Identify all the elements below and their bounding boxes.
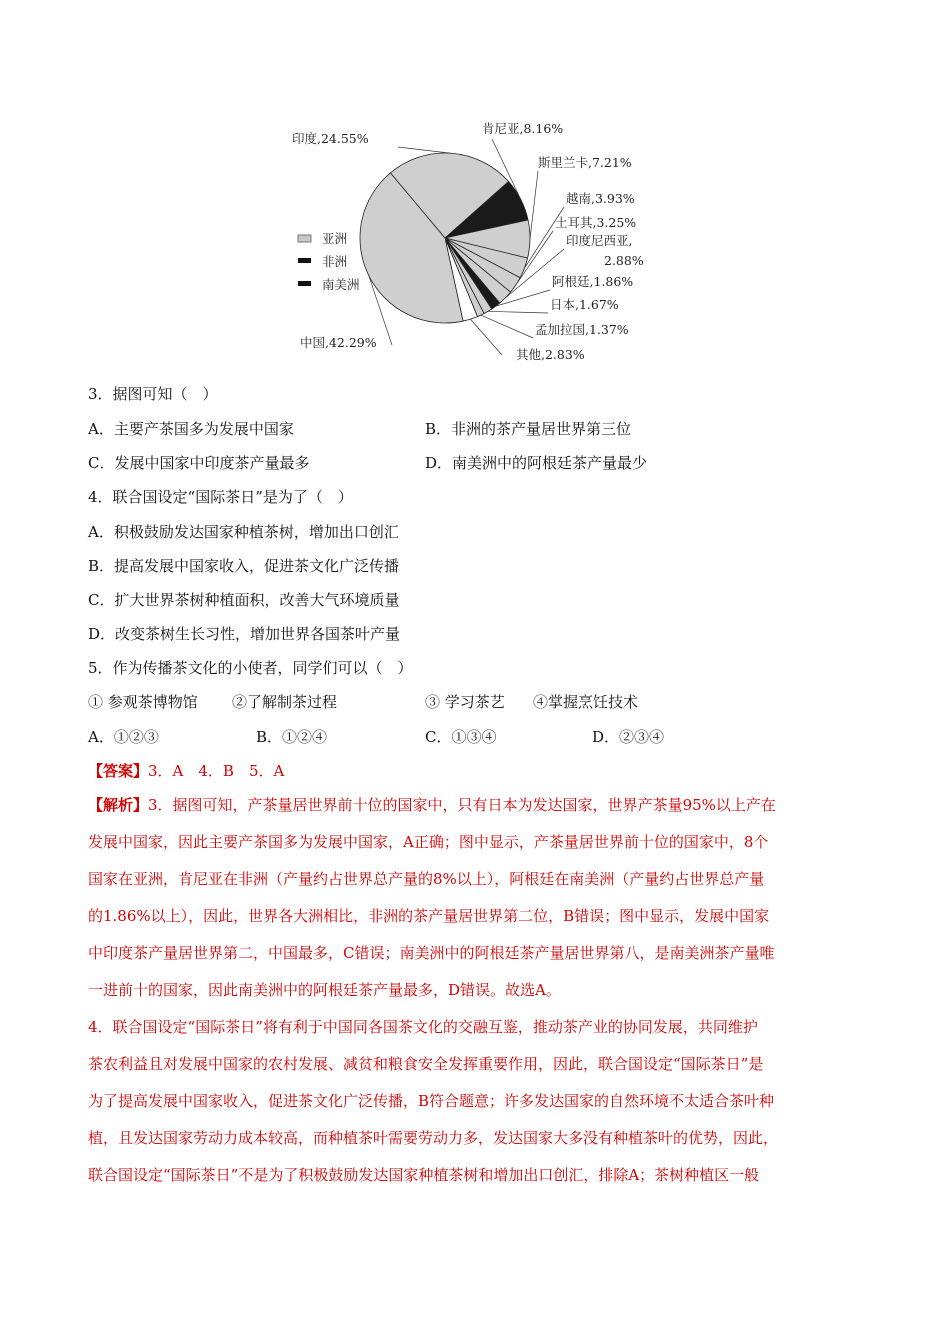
legend-swatch-2	[298, 281, 311, 286]
q5-option-b: B．①②④	[256, 728, 328, 746]
q4-stem: 4．联合国设定“国际茶日”是为了（ ）	[88, 488, 353, 506]
q4-option-b: B．提高发展中国家收入，促进茶文化广泛传播	[88, 557, 400, 575]
q5-item-3: ③ 学习茶艺	[425, 693, 505, 711]
q3-option-d: D．南美洲中的阿根廷茶产量最少	[425, 454, 648, 472]
q5-item-4: ④掌握烹饪技术	[533, 693, 639, 711]
analysis-line-2: 发展中国家，因此主要产茶国多为发展中国家，A正确；图中显示，产茶量居世界前十位的国家中，8个	[88, 833, 769, 851]
pie-leader-line-7	[488, 311, 548, 313]
pie-leader-line-0	[398, 147, 451, 153]
pie-leader-line-8	[481, 315, 533, 338]
analysis-line-8: 茶农利益且对发展中国家的农村发展、减贫和粮食安全发挥重要作用，因此，联合国设定“国际茶日”是	[88, 1055, 764, 1073]
pie-label-1: 肯尼亚,8.16%	[482, 121, 564, 136]
legend-swatch-0	[298, 235, 311, 242]
answer-line	[88, 760, 868, 782]
legend-label-2: 南美洲	[322, 277, 360, 292]
legend-label-0: 亚洲	[322, 231, 348, 246]
analysis-line-1	[88, 794, 868, 816]
pie-label-7: 日本,1.67%	[550, 297, 619, 312]
analysis-line-4: 的1.86%以上），因此，世界各大洲相比，非洲的茶产量居世界第二位，B错误；图中显示，发展中国家	[88, 907, 770, 925]
q3-stem: 3．据图可知（ ）	[88, 385, 218, 403]
analysis-line-5: 中印度茶产量居世界第二，中国最多，C错误；南美洲中的阿根廷茶产量居世界第八，是南美洲茶产量唯	[88, 944, 775, 962]
q5-item-2: ②了解制茶过程	[232, 693, 338, 711]
pie-label-5: 印度尼西亚,	[566, 233, 633, 248]
pie-svg	[280, 115, 690, 370]
pie-label-10: 中国,42.29%	[300, 335, 377, 350]
analysis-text: 3．据图可知，产茶量居世界前十位的国家中，只有日本为发达国家，世界产茶量95%以上产在	[148, 796, 776, 814]
q5-option-a: A．①②③	[88, 728, 159, 746]
analysis-line-9: 为了提高发展中国家收入，促进茶文化广泛传播，B符合题意；许多发达国家的自然环境不太适合茶叶种	[88, 1092, 775, 1110]
answer-tag: 【答案】	[88, 762, 149, 780]
analysis-line-11: 联合国设定“国际茶日”不是为了积极鼓励发达国家种植茶树和增加出口创汇，排除A；茶树种植区一般	[88, 1166, 760, 1184]
q5-item-1: ① 参观茶博物馆	[88, 693, 198, 711]
pie-label-4: 土耳其,3.25%	[555, 215, 637, 230]
answer-text: 3．A 4．B 5．A	[148, 762, 285, 780]
pie-leader-line-2	[530, 171, 538, 239]
pie-label-8: 孟加拉国,1.37%	[535, 322, 629, 337]
q4-option-c: C．扩大世界茶树种植面积，改善大气环境质量	[88, 591, 400, 609]
pie-leader-line-9	[470, 319, 502, 355]
pie-label-2: 斯里兰卡,7.21%	[538, 155, 632, 170]
legend-swatch-1	[298, 258, 311, 263]
pie-label-0: 印度,24.55%	[292, 131, 369, 146]
q3-option-b: B．非洲的茶产量居世界第三位	[425, 420, 632, 438]
q4-option-d: D．改变茶树生长习性，增加世界各国茶叶产量	[88, 625, 401, 643]
q3-option-c: C．发展中国家中印度茶产量最多	[88, 454, 310, 472]
q3-option-a: A．主要产茶国多为发展中国家	[88, 420, 294, 438]
q5-stem: 5．作为传播茶文化的小使者，同学们可以（ ）	[88, 659, 413, 677]
legend-label-1: 非洲	[322, 254, 348, 269]
pie-label-6: 阿根廷,1.86%	[552, 274, 634, 289]
q4-option-a: A．积极鼓励发达国家种植茶树，增加出口创汇	[88, 523, 399, 541]
analysis-tag: 【解析】	[88, 796, 149, 814]
q5-option-d: D．②③④	[592, 728, 665, 746]
tea-production-pie-chart	[280, 115, 690, 370]
analysis-line-3: 国家在亚洲，肯尼亚在非洲（产量约占世界总产量的8%以上），阿根廷在南美洲（产量约占世界总产量	[88, 870, 765, 888]
analysis-line-10: 植，且发达国家劳动力成本较高，而种植茶叶需要劳动力多，发达国家大多没有种植茶叶的优势，因此，	[88, 1129, 779, 1147]
q5-option-c: C．①③④	[425, 728, 497, 746]
analysis-line-7: 4．联合国设定“国际茶日”将有利于中国同各国茶文化的交融互鉴，推动茶产业的协同发展，共同维护	[88, 1018, 758, 1036]
analysis-line-6: 一进前十的国家，因此南美洲中的阿根廷茶产量最多，D错误。故选A。	[88, 981, 561, 999]
pie-label-9: 其他,2.83%	[516, 347, 585, 362]
pie-label-3: 越南,3.93%	[566, 191, 635, 206]
pie-label-5-line2: 2.88%	[604, 253, 644, 268]
